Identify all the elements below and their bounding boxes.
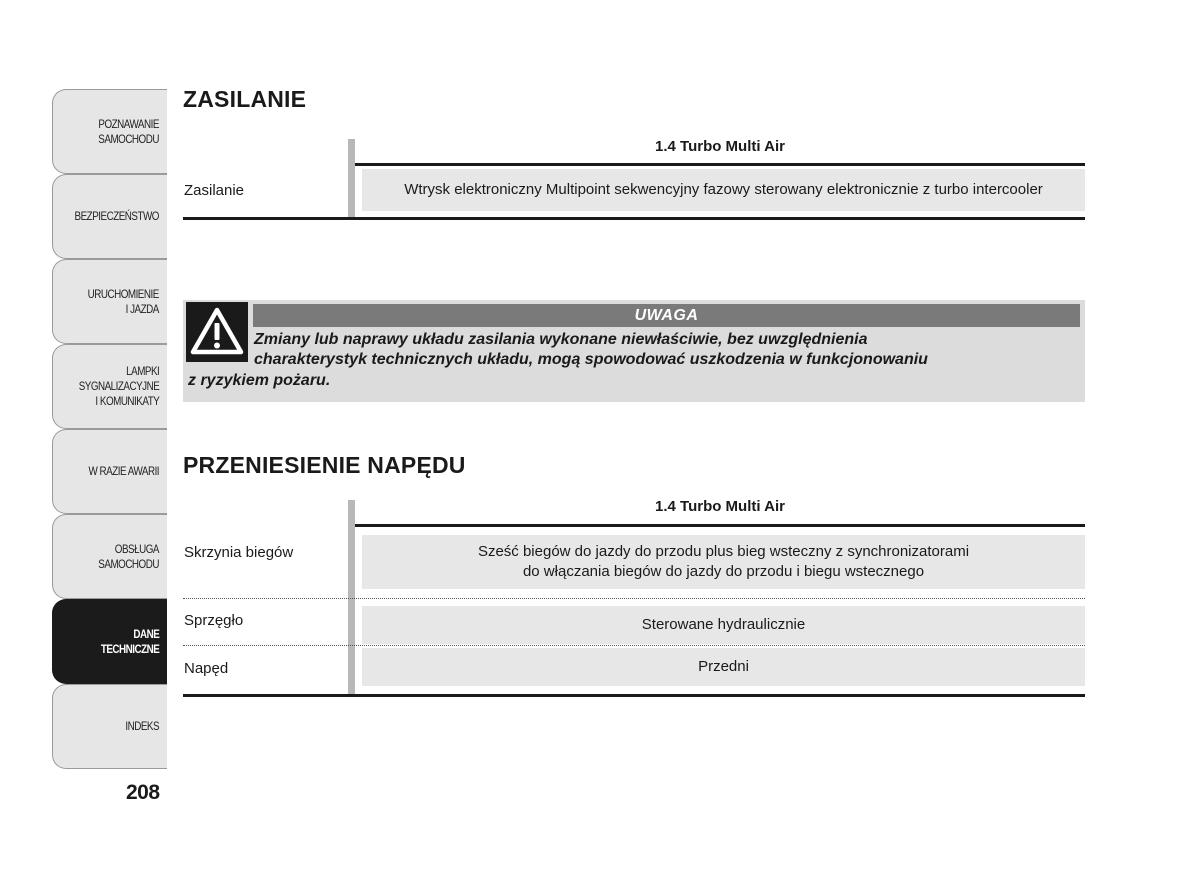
tab-label: W RAZIE AWARII	[88, 464, 159, 478]
section-title-przeniesienie-napedu: PRZENIESIENIE NAPĘDU	[183, 452, 466, 478]
header-rule	[355, 163, 1085, 166]
table-bottom-rule	[183, 694, 1085, 697]
warning-text-line-3: z ryzykiem pożaru.	[188, 372, 331, 389]
warning-title: UWAGA	[253, 304, 1080, 327]
warning-triangle-icon	[186, 302, 248, 362]
row-separator	[183, 598, 1085, 599]
header-rule	[355, 524, 1085, 527]
row-value-skrzynia-biegow	[362, 535, 1085, 589]
tab-label: BEZPIECZEŃSTWO	[74, 209, 159, 223]
row-label-zasilanie: Zasilanie	[184, 182, 245, 199]
tab-label: INDEKS	[125, 719, 159, 733]
tab-poznawanie-samochodu[interactable]	[52, 89, 167, 174]
tab-label: OBSŁUGA SAMOCHODU	[98, 541, 159, 571]
tab-w-razie-awarii[interactable]	[52, 429, 167, 514]
warning-text-line-1: Zmiany lub naprawy układu zasilania wykonane niewłaściwie, bez uwzględnienia	[254, 331, 868, 348]
tab-label: LAMPKI SYGNALIZACYJNE I KOMUNIKATY	[78, 364, 159, 408]
row-value-sprzeglo: Sterowane hydraulicznie	[362, 606, 1085, 644]
table-bottom-rule	[183, 217, 1085, 220]
tab-dane-techniczne[interactable]	[52, 599, 167, 684]
row-value-zasilanie: Wtrysk elektroniczny Multipoint sekwencyjny fazowy sterowany elektronicznie z turbo intercooler	[362, 169, 1085, 211]
tab-obsluga-samochodu[interactable]	[52, 514, 167, 599]
warning-text-line-2: charakterystyk technicznych układu, mogą spowodować uszkodzenia w funkcjonowaniu	[254, 351, 928, 368]
row-value-line: do włączania biegów do jazdy do przodu i biegu wstecznego	[522, 563, 925, 580]
column-header: 1.4 Turbo Multi Air	[655, 498, 785, 515]
table-divider	[348, 139, 355, 219]
chapter-tabs	[52, 89, 167, 769]
tab-label: POZNAWANIE SAMOCHODU	[98, 116, 159, 146]
tab-indeks[interactable]	[52, 684, 167, 769]
tab-bezpieczenstwo[interactable]	[52, 174, 167, 259]
row-label-skrzynia-biegow: Skrzynia biegów	[184, 544, 294, 561]
section-title-zasilanie: ZASILANIE	[183, 86, 307, 112]
tab-lampki-sygnalizacyjne[interactable]	[52, 344, 167, 429]
tab-uruchomienie-i-jazda[interactable]	[52, 259, 167, 344]
row-value-line: Sześć biegów do jazdy do przodu plus bieg wsteczny z synchronizatorami	[477, 543, 970, 560]
tab-label: DANE TECHNICZNE	[100, 626, 159, 656]
tab-label: URUCHOMIENIE I JAZDA	[87, 286, 159, 316]
row-label-sprzeglo: Sprzęgło	[184, 612, 244, 629]
column-header: 1.4 Turbo Multi Air	[655, 138, 785, 155]
row-separator	[183, 645, 1085, 646]
row-value-naped: Przedni	[362, 648, 1085, 686]
page-number: 208	[126, 781, 160, 804]
row-label-naped: Napęd	[184, 660, 229, 677]
